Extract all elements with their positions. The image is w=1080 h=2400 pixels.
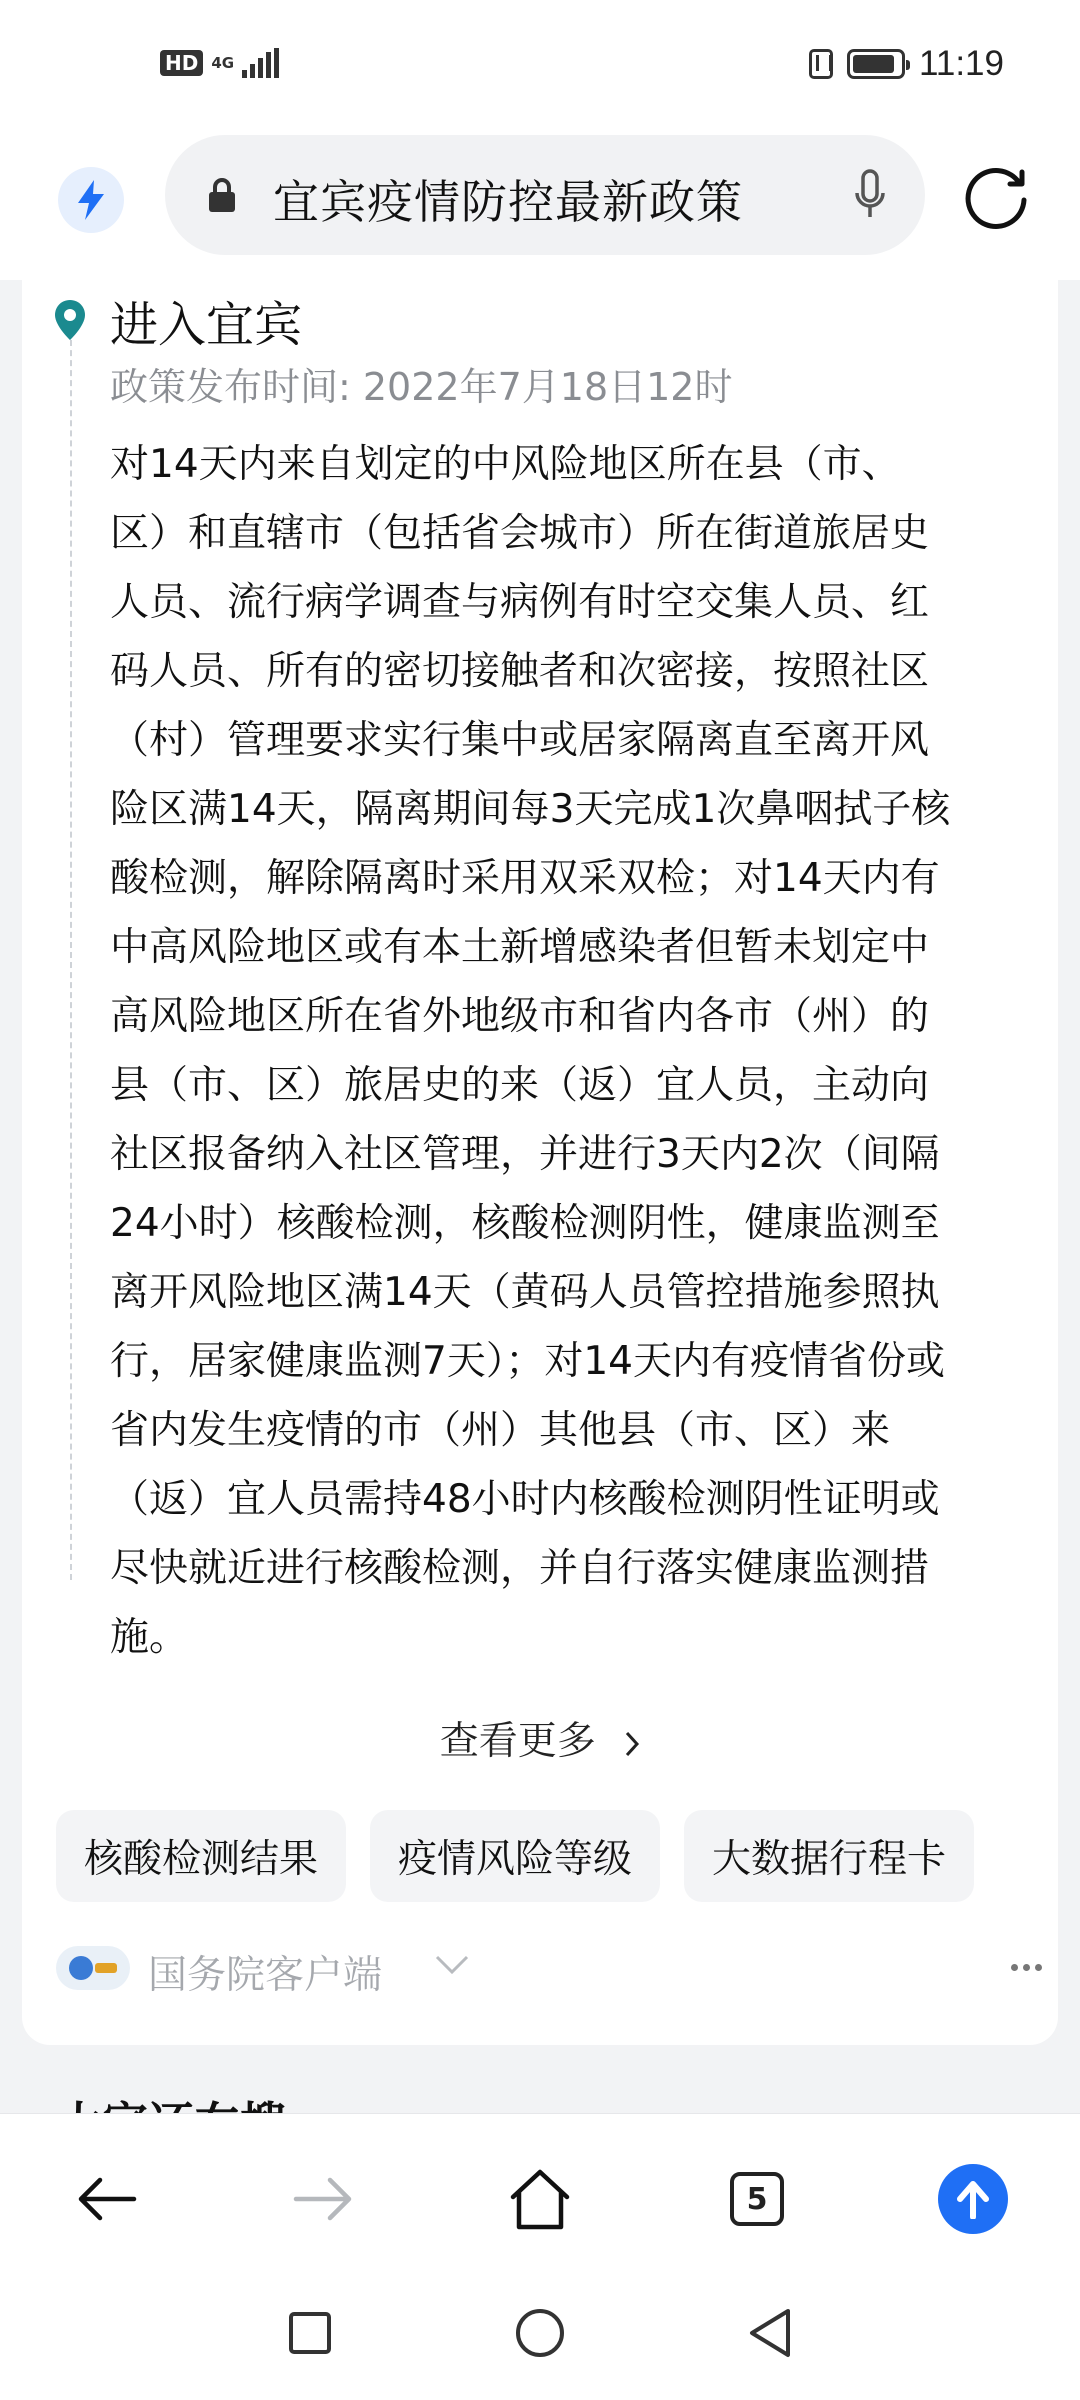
refresh-icon[interactable] [962, 162, 1032, 232]
back-arrow-icon[interactable] [72, 2164, 142, 2234]
section-title: 进入宜宾 [110, 297, 303, 353]
recents-icon[interactable] [280, 2303, 340, 2363]
search-header [0, 130, 1080, 280]
back-triangle-icon[interactable] [740, 2303, 800, 2363]
policy-card [22, 280, 1058, 2045]
battery-icon [847, 49, 905, 79]
related-chips [56, 1810, 974, 1902]
source-row[interactable] [56, 1940, 1046, 2000]
chip-risk-level[interactable]: 疫情风险等级 [370, 1810, 660, 1902]
see-more-label: 查看更多 [439, 1719, 596, 1764]
mic-icon[interactable] [855, 169, 885, 221]
see-more-link[interactable] [22, 1710, 1058, 1766]
hd-icon: HD [160, 50, 203, 76]
tabs-icon[interactable] [722, 2164, 792, 2234]
status-bar [0, 0, 1080, 130]
chip-itinerary-card[interactable]: 大数据行程卡 [684, 1810, 974, 1902]
home-circle-icon[interactable] [510, 2303, 570, 2363]
browser-toolbar [0, 2113, 1080, 2284]
lock-icon [207, 177, 237, 213]
publish-time: 政策发布时间: 2022年7月18日12时 [110, 365, 733, 409]
status-right [809, 44, 1004, 84]
source-name[interactable]: 国务院客户端 [148, 1953, 383, 1998]
status-left [160, 48, 279, 78]
signal-icon [242, 48, 279, 78]
more-options-icon[interactable] [1011, 1964, 1042, 1971]
chevron-down-icon[interactable] [434, 1954, 470, 1976]
status-time: 11:19 [919, 44, 1004, 83]
bolt-icon[interactable] [58, 167, 124, 233]
upload-icon[interactable] [938, 2164, 1008, 2234]
location-pin-icon [52, 298, 88, 342]
home-icon[interactable] [505, 2164, 575, 2234]
nfc-icon [809, 49, 833, 79]
search-bar[interactable] [165, 135, 925, 255]
network-type-label: 4G [211, 54, 235, 72]
chevron-right-icon [624, 1730, 640, 1758]
forward-arrow-icon[interactable] [288, 2164, 358, 2234]
source-logo [56, 1946, 130, 1990]
system-nav-bar [0, 2283, 1080, 2400]
timeline-line [70, 330, 72, 1580]
tabs-count: 5 [730, 2172, 784, 2226]
chip-nucleic-test-result[interactable]: 核酸检测结果 [56, 1810, 346, 1902]
policy-body: 对14天内来自划定的中风险地区所在县（市、 区）和直辖市（包括省会城市）所在街道旅居史 人员、流行病学调查与病例有时空交集人员、红 码人员、所有的密切接触者和次密接，按照社区 （村）管理要求实行集中或居家隔离直至离开风 险区满14天，隔离期间每3天完成1次鼻咽拭子核 酸检测，解除隔离时采用双采双检；对14天内有 中高风险地区或有本土新增感染者但暂未划定中 高风险地区所在省外地级市和省内各市（州）的 县（市、区）旅居史的来（返）宜人员，主动向 社区报备纳入社区管理，并进行3天内2次（间隔 24小时）核酸检测，核酸检测阴性，健康监测至 离开风险地区满14天（黄码人员管控措施参照执 行，居家健康监测7天）；对14天内有疫情省份或 省内发生疫情的市（州）其他县（市、区）来 （返）宜人员需持48小时内核酸检测阴性证明或 尽快就近进行核酸检测，并自行落实健康监测措 施。 [110, 442, 951, 1660]
search-query[interactable]: 宜宾疫情防控最新政策 [273, 175, 743, 229]
